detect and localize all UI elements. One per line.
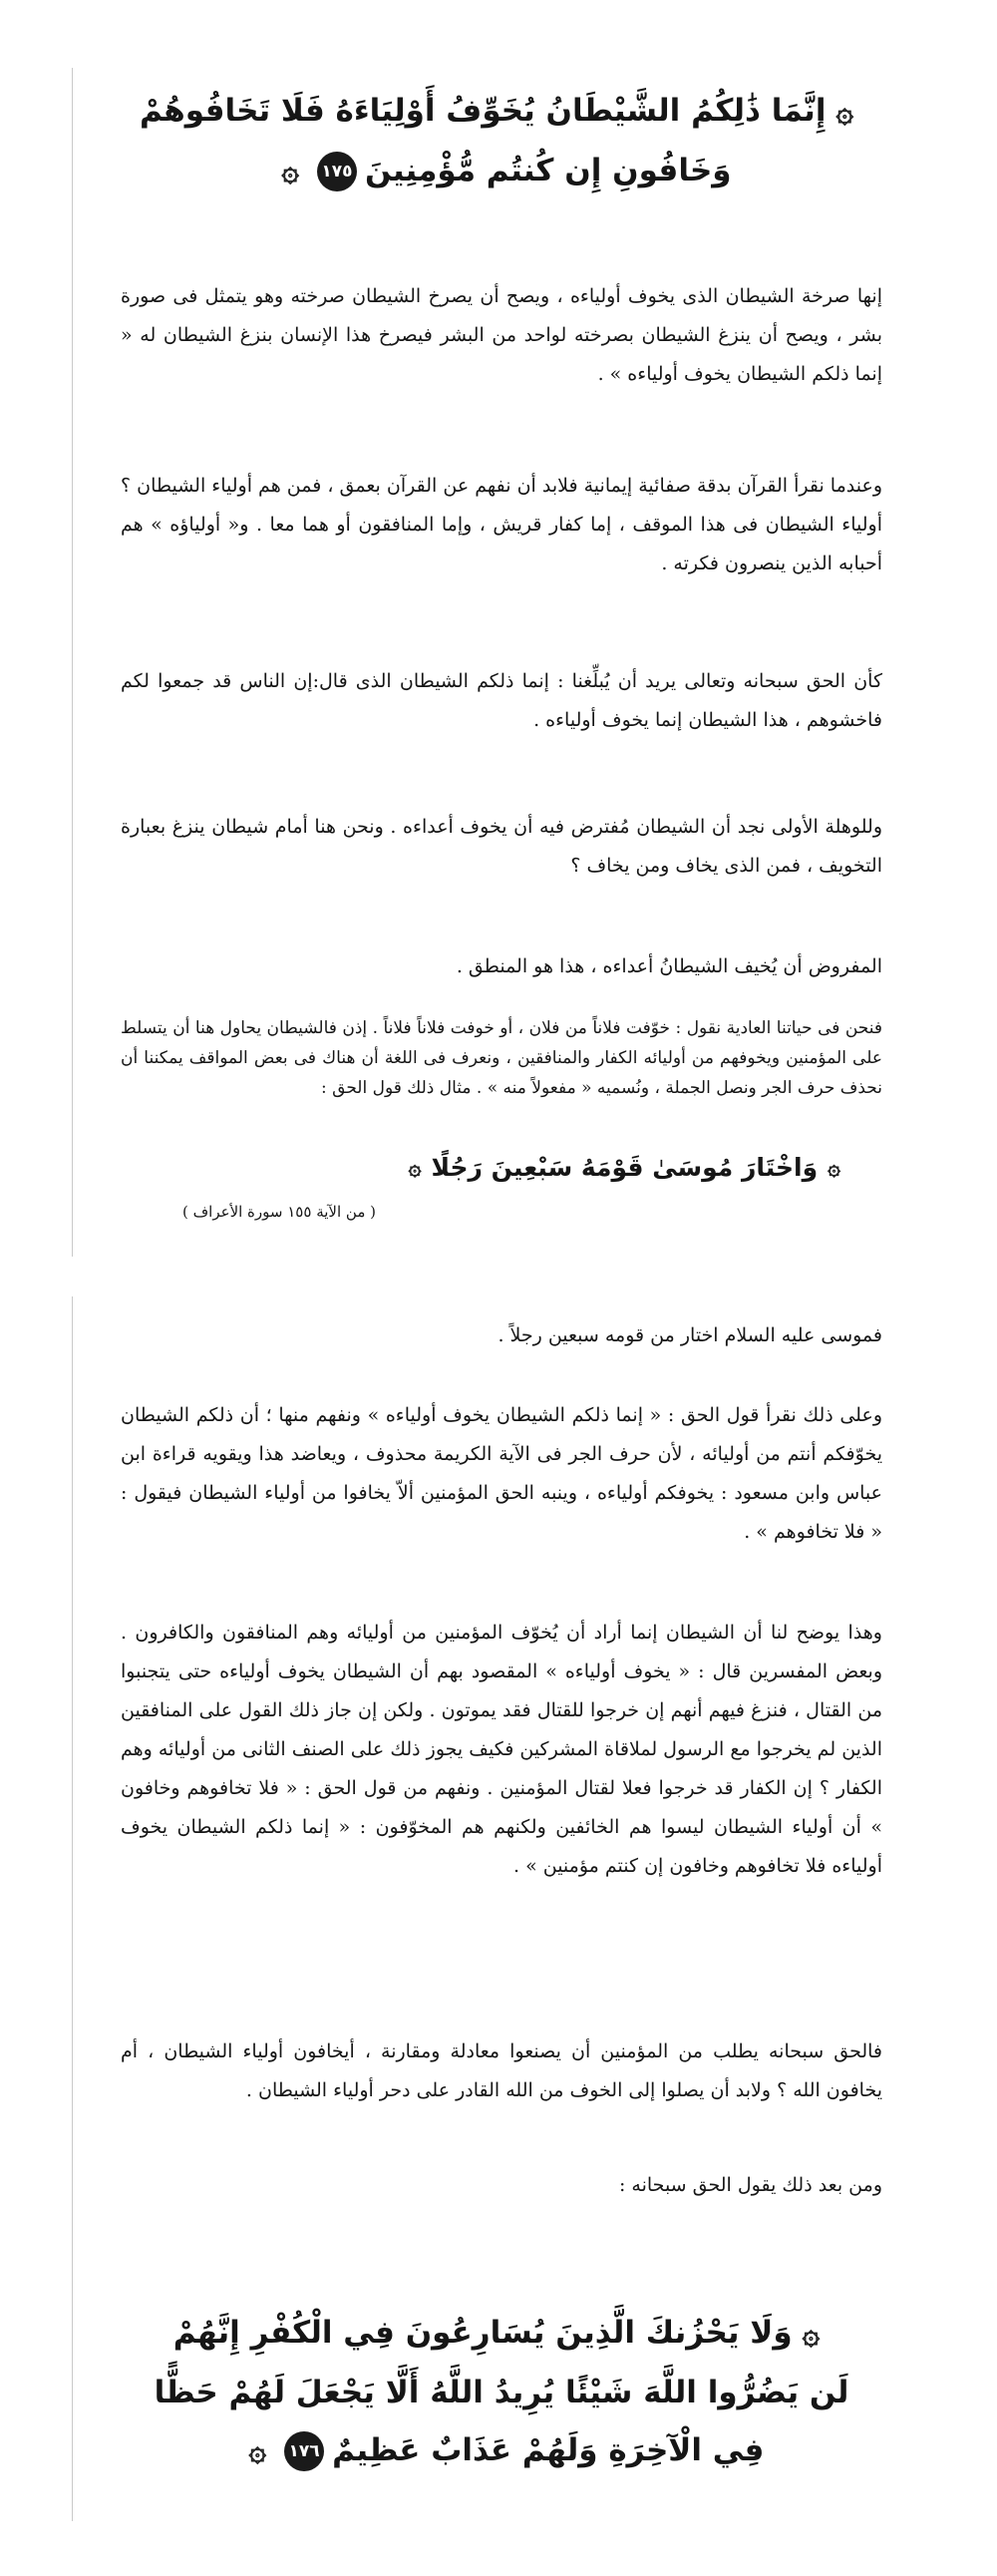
quran-verse-175 (113, 82, 890, 200)
verse-line: ۞وَاخْتَارَ مُوسَىٰ قَوْمَهُ سَبْعِينَ رَجُلًا۞ (232, 1145, 850, 1192)
verse-close-ornament-icon: ۞ (281, 154, 299, 188)
paragraph-1: فموسى عليه السلام اختار من قومه سبعين رجلاً . (498, 1324, 882, 1346)
page-1 (72, 68, 930, 1257)
paragraph-3: وهذا يوضح لنا أن الشيطان إنما أراد أن يُخوّف المؤمنين من أوليائه وهم المنافقون والكافرون . وبعض المفسرين قال : « يخوف أولياءه » المقصود بهم أن الشيطان يخوف أولياءه حتى يتجنبوا من القتال ، فنزغ فيهم أنهم إن خرجوا للقتال فقد يموتون . ولكن إن جاز ذلك القول على المنافقين الذين لم يخرجوا مع الرسول لملاقاة المشركين فكيف يجوز ذلك على الصنف الثانى من أوليائه وهم الكفار ؟ إن الكفار قد خرجوا فعلا لقتال المؤمنين . ونفهم من قول الحق : « فلا تخافوهم وخافون » أن أولياء الشيطان ليسوا هم الخائفين ولكنهم هم المخوّفون : « إنما ذلكم الشيطان يخوف أولياءه فلا تخافوهم وخافون إن كنتم مؤمنين » . (121, 1622, 882, 1877)
page-2 (72, 1296, 930, 2521)
verse-open-ornament-icon: ۞ (828, 1156, 840, 1181)
verse-close-ornament-icon: ۞ (408, 1156, 422, 1181)
paragraph-6: فنحن فى حياتنا العادية نقول : خوّفت فلاناً من فلان ، أو خوفت فلاناً فلاناً . إذن فالشيطان يحاول هنا أن يتسلط على المؤمنين ويخوفهم من أوليائه الكفار والمنافقين ، ونعرف فى اللغة أن هناك فى بعض المواقف يمكننا أن نحذف حرف الجر ونصل الجملة ، ونُسميه « مفعولاً منه » . مثال ذلك قول الحق : (121, 1018, 882, 1098)
verse-reference: ( من الآية ١٥٥ سورة الأعراف ) (182, 1203, 376, 1221)
quran-verse-155 (232, 1145, 850, 1192)
verse-open-ornament-icon: ۞ (802, 2316, 821, 2352)
verse-number-badge: ١٧٥ (317, 152, 357, 191)
verse-open-ornament-icon: ۞ (835, 94, 854, 130)
quran-verse-176 (113, 2304, 890, 2480)
paragraph-3: كأن الحق سبحانه وتعالى يريد أن يُبلِّغنا : إنما ذلكم الشيطان الذى قال:إن الناس قد جمعوا لكم فاخشوهم ، هذا الشيطان إنما يخوف أولياءه . (121, 670, 882, 731)
verse-line: ۞وَلَا يَحْزُنكَ الَّذِينَ يُسَارِعُونَ فِي الْكُفْرِ إِنَّهُمْ (113, 2304, 890, 2364)
verse-line: لَن يَضُرُّوا اللَّهَ شَيْئًا يُرِيدُ اللَّهُ أَلَّا يَجْعَلَ لَهُمْ حَظًّا (154, 2374, 849, 2410)
paragraph-5: المفروض أن يُخيف الشيطانُ أعداءه ، هذا هو المنطق . (456, 955, 882, 977)
paragraph-1: إنها صرخة الشيطان الذى يخوف أولياءه ، ويصح أن يصرخ الشيطان صرخته وهو يتمثل فى صورة بشر ، ويصح أن ينزغ الشيطان بصرخته لواحد من البشر فيصرخ هذا الإنسان بنزغ الشيطان له « إنما ذلكم الشيطان يخوف أولياءه » . (121, 285, 882, 385)
verse-number-badge: ١٧٦ (284, 2431, 324, 2471)
paragraph-5: ومن بعد ذلك يقول الحق سبحانه : (618, 2174, 882, 2196)
verse-close-ornament-icon: ۞ (248, 2433, 267, 2468)
paragraph-2: وعلى ذلك نقرأ قول الحق : « إنما ذلكم الشيطان يخوف أولياءه » ونفهم منها ؛ أن ذلكم الشيطان يخوّفكم أنتم من أوليائه ، لأن حرف الجر فى الآية الكريمة محذوف ، ويعاضد هذا ويقويه قراءة ابن عباس وابن مسعود : يخوفكم أولياءه ، وينبه الحق المؤمنين ألاّ يخافوا من أولياء الشيطان فيقول : « فلا تخافوهم » . (121, 1404, 882, 1543)
paragraph-4: فالحق سبحانه يطلب من المؤمنين أن يصنعوا معادلة ومقارنة ، أيخافون أولياء الشيطان ، أم يخافون الله ؟ ولابد أن يصلوا إلى الخوف من الله القادر على دحر أولياء الشيطان . (121, 2040, 882, 2101)
verse-line: ۞إِنَّمَا ذَٰلِكُمُ الشَّيْطَانُ يُخَوِّفُ أَوْلِيَاءَهُ فَلَا تَخَافُوهُمْ (113, 82, 890, 142)
verse-line: فِي الْآخِرَةِ وَلَهُمْ عَذَابٌ عَظِيمٌ١٧٦۞ (113, 2421, 890, 2481)
verse-line: وَخَافُونِ إِن كُنتُم مُّؤْمِنِينَ١٧٥۞ (113, 142, 890, 201)
paragraph-2: وعندما نقرأ القرآن بدقة صفائية إيمانية فلابد أن نفهم عن القرآن بعمق ، فمن هم أولياء الشيطان ؟ أولياء الشيطان فى هذا الموقف ، إما كفار قريش ، وإما المنافقون أو هما معا . و« أولياؤه » هم أحبابه الذين ينصرون فكرته . (121, 475, 882, 574)
paragraph-4: وللوهلة الأولى نجد أن الشيطان مُفترض فيه أن يخوف أعداءه . ونحن هنا أمام شيطان ينزغ بعبارة التخويف ، فمن الذى يخاف ومن يخاف ؟ (121, 816, 882, 877)
